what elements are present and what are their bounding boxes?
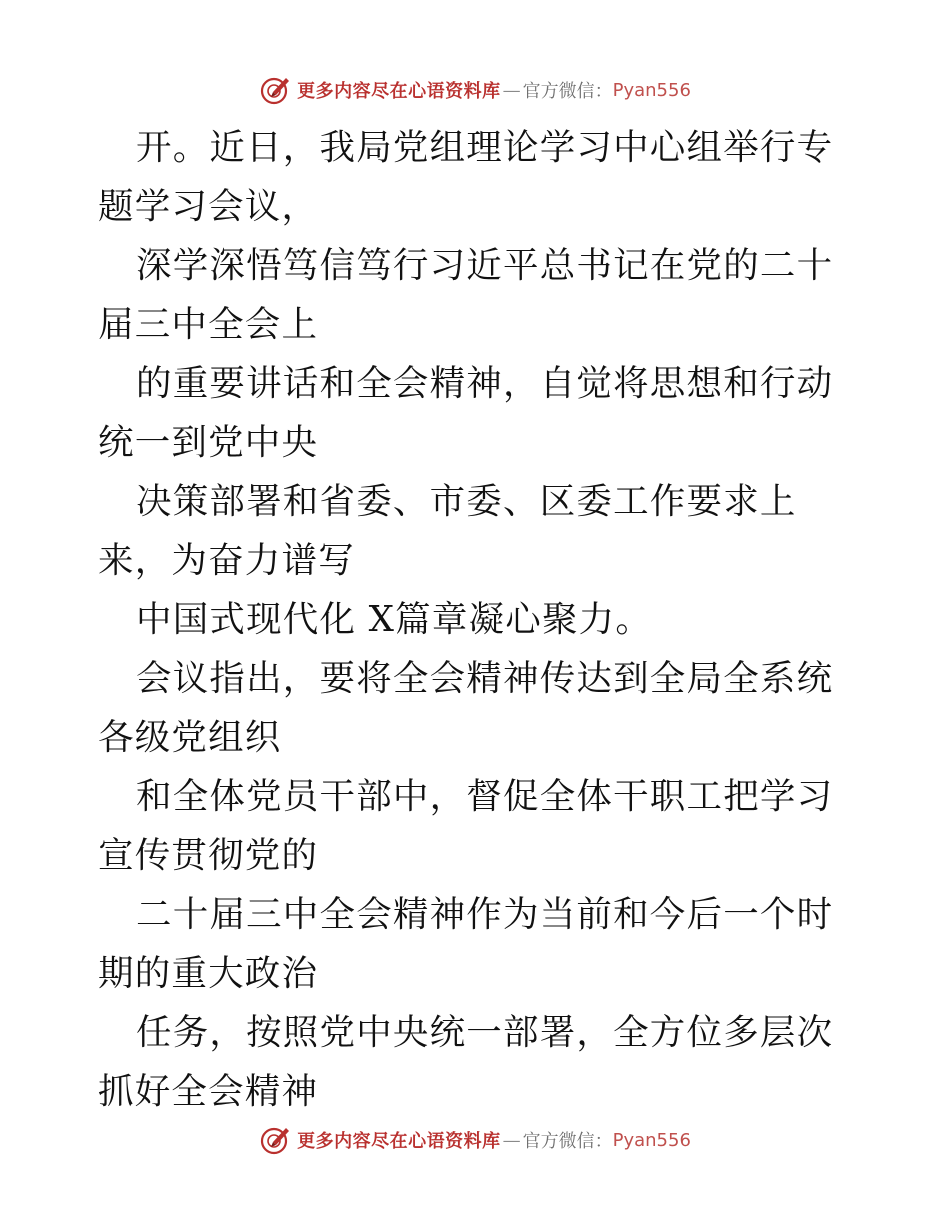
banner-title: 更多内容尽在心语资料库 bbox=[297, 1131, 501, 1152]
paragraph: 开。近日，我局党组理论学习中心组举行专题学习会议， bbox=[98, 127, 834, 227]
paragraph: 深学深悟笃信笃行习近平总书记在党的二十届三中全会上 bbox=[98, 245, 834, 345]
document-body bbox=[98, 118, 858, 1121]
paragraph: 中国式现代化 X篇章凝心聚力。 bbox=[136, 599, 653, 640]
pen-circle-logo-icon bbox=[259, 1124, 291, 1156]
banner-separator: — bbox=[502, 1129, 521, 1151]
paragraph: 和全体党员干部中，督促全体干职工把学习宣传贯彻党的 bbox=[98, 776, 834, 876]
banner-title: 更多内容尽在心语资料库 bbox=[297, 81, 501, 102]
banner-wechat-label: 官方微信： bbox=[522, 1131, 613, 1152]
footer-banner bbox=[0, 1120, 950, 1160]
paragraph: 会议指出，要将全会精神传达到全局全系统各级党组织 bbox=[98, 658, 834, 758]
paragraph: 任务，按照党中央统一部署，全方位多层次抓好全会精神 bbox=[98, 1012, 834, 1112]
paragraph: 决策部署和省委、市委、区委工作要求上来，为奋力谱写 bbox=[98, 481, 797, 581]
header-banner bbox=[0, 70, 950, 110]
banner-wechat-label: 官方微信： bbox=[522, 81, 613, 102]
banner-account: Pyan556 bbox=[612, 1129, 691, 1151]
paragraph: 的重要讲话和全会精神，自觉将思想和行动统一到党中央 bbox=[98, 363, 834, 463]
banner-account: Pyan556 bbox=[612, 79, 691, 101]
pen-circle-logo-icon bbox=[259, 74, 291, 106]
paragraph: 二十届三中全会精神作为当前和今后一个时期的重大政治 bbox=[98, 894, 834, 994]
banner-separator: — bbox=[502, 79, 521, 101]
